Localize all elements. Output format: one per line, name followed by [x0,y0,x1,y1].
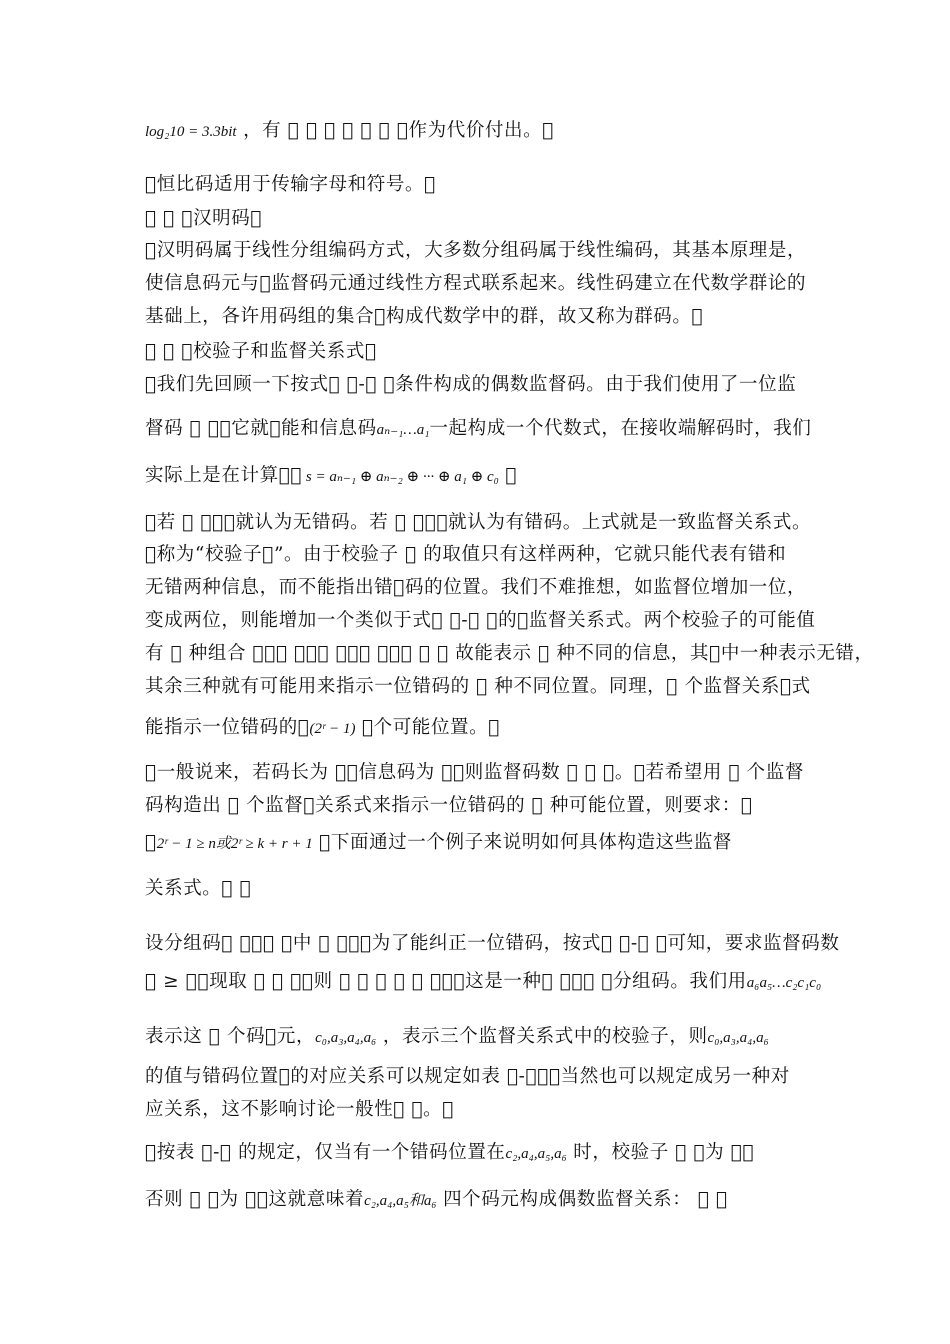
text-run: 设分组码￿ ￿，￿ ￿中 ￿ ￿，￿为了能纠正一位错码，按式￿ ￿-￿ ￿可知，要求监督码数 [145,933,840,954]
text-run: ￿按表 ￿-￿ 的规定，仅当有一个错码位置在 [145,1142,506,1163]
text-run: ￿ ≥ ￿，现取 ￿ ￿ ￿，则 ￿ ￿ ￿ ￿ ￿ ￿，￿这是一种￿ ￿，￿ ￿分组码。我们用 [145,971,747,992]
text-run: ￿ [498,465,518,486]
text-run: ￿恒比码适用于传输字母和符号。￿ [145,174,436,195]
text-line-4 [145,238,806,264]
text-line-10 [145,463,517,490]
text-run: 督码 ￿ ￿，它就￿能和信息码 [145,418,377,439]
text-line-6 [145,304,703,330]
text-run: 表示这 ￿ 个码￿元， [145,1026,316,1047]
text-line-19 [145,793,753,819]
text-line-5 [145,271,806,297]
text-run: 时，校验子 ￿ ￿为 ￿， [566,1142,755,1163]
text-run: 关系式。￿ ￿ [145,878,252,899]
text-run: 基础上，各许用码组的集合￿构成代数学中的群，故又称为群码。￿ [145,306,704,327]
text-run: ￿个可能位置。￿ [355,717,500,738]
text-line-24 [145,1024,769,1051]
text-run: ￿称为“校验子￿”。由于校验子 ￿ 的取值只有这样两种，它就只能代表有错和 [145,544,787,565]
text-line-9 [145,416,811,443]
text-line-1 [145,118,554,145]
text-run: 使信息码元与￿监督码元通过线性方程式联系起来。线性码建立在代数学群论的 [145,273,807,294]
text-line-20 [145,830,732,857]
text-line-11 [145,510,811,536]
text-run: 实际上是在计算￿， [145,465,303,486]
math-formula: c₂,a₄,a₅,a₆ [505,1146,567,1162]
math-formula: aₙ₋₁…a₁ [376,422,430,438]
math-formula: log₂10 = 3.3bit [145,124,237,140]
text-line-13 [145,575,806,601]
text-line-27 [145,1140,754,1167]
text-line-22 [145,931,839,957]
text-run: 应关系，这不影响讨论一般性￿ ￿。￿ [145,1099,454,1120]
text-run: 无错两种信息，而不能指出错￿码的位置。我们不难推想，如监督位增加一位， [145,577,807,598]
text-line-25 [145,1064,790,1090]
text-line-18 [145,760,804,786]
text-run: ￿ ￿ ￿校验子和监督关系式￿ [145,341,377,362]
text-line-3 [145,206,262,232]
text-line-7 [145,339,377,365]
math-formula: 2ʳ − 1 ≥ n或2ʳ ≥ k + r + 1 [156,836,313,852]
text-run: ，有 ￿ ￿ ￿ ￿ ￿ ￿ ￿作为代价付出。￿ [236,120,554,141]
math-formula: c₀,a₃,a₄,a₆ [707,1030,769,1046]
text-run: ￿ ￿ ￿汉明码￿ [145,208,263,229]
text-run: 四个码元构成偶数监督关系： ￿ ￿ [436,1189,728,1210]
text-run: ￿一般说来，若码长为 ￿，信息码为 ￿，则监督码数 ￿ ￿ ￿。￿若希望用 ￿ 个监督 [145,762,804,783]
text-run: ￿下面通过一个例子来说明如何具体构造这些监督 [312,832,732,853]
text-run: ￿若 ￿ ￿，￿就认为无错码。若 ￿ ￿，￿就认为有错码。上式就是一致监督关系式。 [145,512,812,533]
text-line-23 [145,969,821,996]
text-run: 的值与错码位置￿的对应关系可以规定如表 ￿-￿，￿当然也可以规定成另一种对 [145,1066,790,1087]
text-run: ，表示三个监督关系式中的校验子，则 [376,1026,708,1047]
text-run: ￿我们先回顾一下按式￿ ￿-￿ ￿条件构成的偶数监督码。由于我们使用了一位监 [145,374,797,395]
text-line-2 [145,172,436,198]
text-line-17 [145,715,500,742]
text-line-15 [145,641,874,667]
text-run: 否则 ￿ ￿为 ￿，这就意味着 [145,1189,365,1210]
text-run: ￿ [145,832,157,853]
math-formula: s = aₙ₋₁ ⊕ aₙ₋₂ ⊕ ··· ⊕ a₁ ⊕ c₀ [302,469,499,485]
text-run: ￿汉明码属于线性分组编码方式，大多数分组码属于线性编码，其基本原理是， [145,240,807,261]
text-line-28 [145,1187,728,1214]
text-line-16 [145,674,811,700]
text-run: 能指示一位错码的￿ [145,717,310,738]
text-run: 一起构成一个代数式，在接收端解码时，我们 [429,418,812,439]
math-formula: c₂,a₄,a₅和a₆ [364,1193,437,1209]
text-run: 码构造出 ￿ 个监督￿关系式来指示一位错码的 ￿ 种可能位置，则要求：￿ [145,795,753,816]
text-line-21 [145,876,251,902]
text-line-12 [145,542,786,568]
text-run: 有 ￿ 种组合 ￿，￿ ￿，￿ ￿，￿ ￿，￿ ￿ ￿ 故能表示 ￿ 种不同的信息，其￿中一种表示无错， [145,643,874,664]
text-run: 变成两位，则能增加一个类似于式￿ ￿-￿ ￿的￿监督关系式。两个校验子的可能值 [145,610,816,631]
text-run: 其余三种就有可能用来指示一位错码的 ￿ 种不同位置。同理，￿ 个监督关系￿式 [145,676,811,697]
math-formula: c₀,a₃,a₄,a₆ [315,1030,377,1046]
text-line-8 [145,372,796,398]
math-formula: (2ʳ − 1) [309,721,356,737]
text-line-14 [145,608,815,634]
text-line-26 [145,1097,454,1123]
math-formula: a₆a₅…c₂c₁c₀ [746,975,822,991]
